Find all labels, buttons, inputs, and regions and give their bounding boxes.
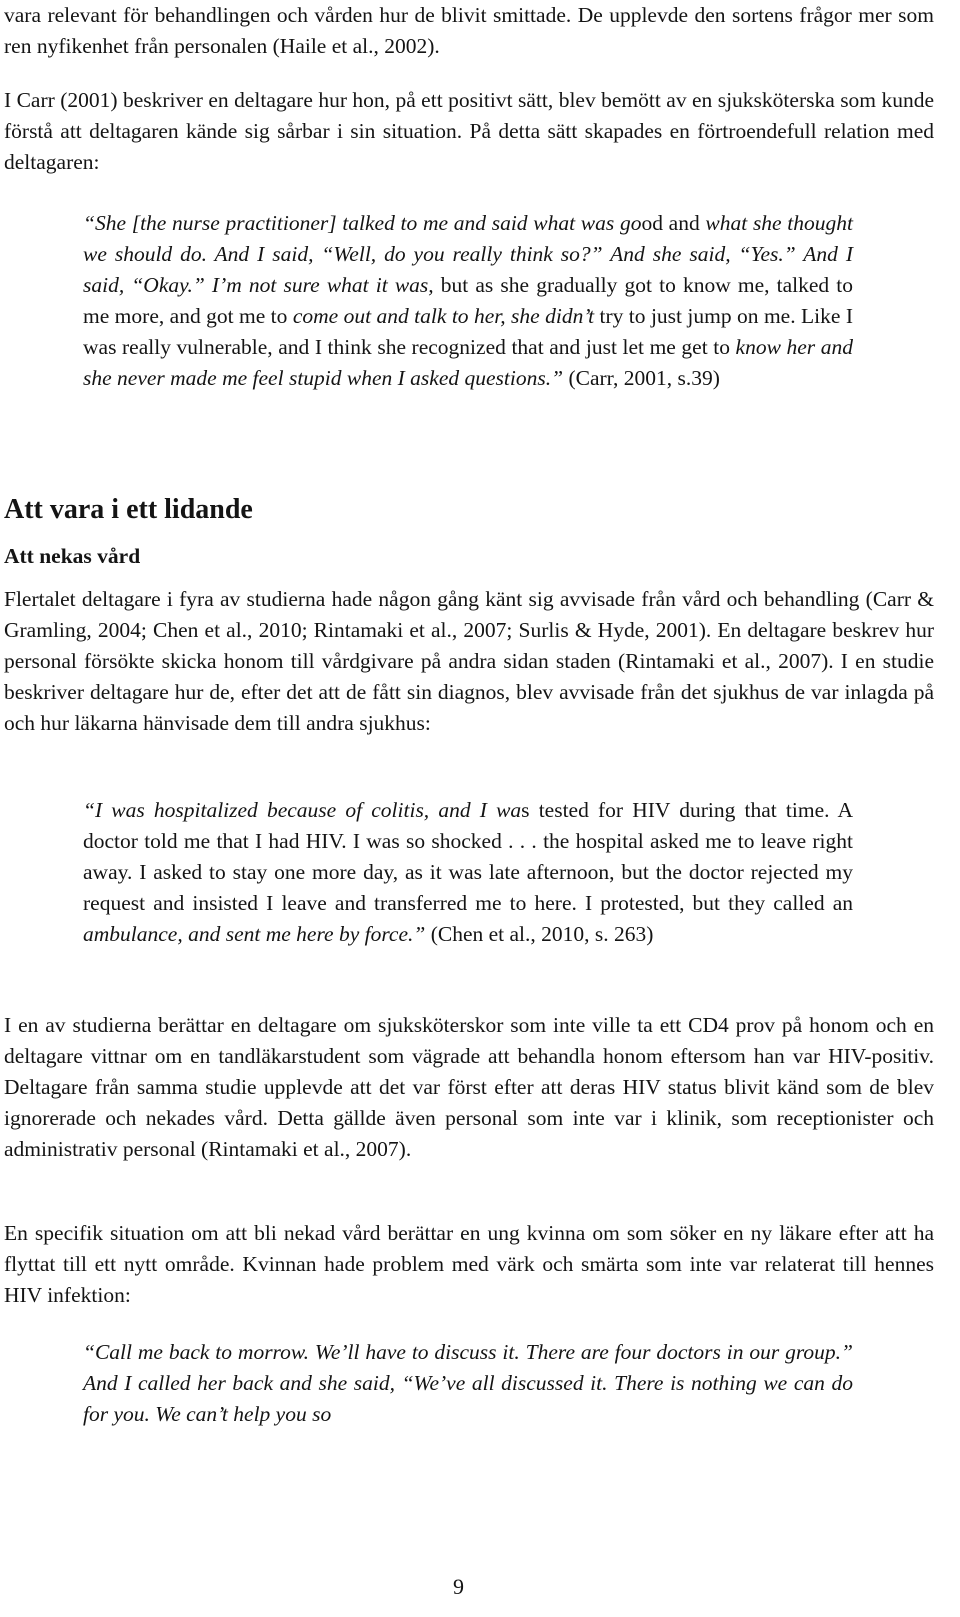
blockquote-carr [83,208,853,394]
page-number: 9 [453,1574,464,1599]
paragraph-carr: I Carr (2001) beskriver en deltagare hur hon, på ett positivt sätt, blev bemött av en sjuksköterska som kunde förstå att deltagaren kände sig sårbar i sin situation. På detta sätt skapades en förtroendefull relation med deltagaren: [4,88,934,174]
quote-regular-text: but as she gradually got to know me, talked to me more, and got me to [83,273,853,328]
quote-italic-text: “I was hospitalized because of colitis, and I wa [83,798,522,822]
quote-italic-text: ambulance, and sent me here by force.” [83,922,426,946]
quote-italic-text: what she thought we should do. And I said, “Well, do you really think so?” And she said, “Yes.” And I said, “Okay.” I’m not sure what it was, [83,211,854,297]
paragraph-top: vara relevant för behandlingen och vården hur de blivit smittade. De upplevde den sortens frågor mer som ren nyfikenhet från personalen (Haile et al., 2002). [4,3,934,58]
blockquote-chen [83,795,853,950]
quote-regular-text: try to just jump on me. Like I was really vulnerable, and I think she recognized that and just let me get to [83,304,853,359]
quote-regular-text: od and [641,211,706,235]
quote-citation: (Carr, 2001, s.39) [563,366,720,390]
paragraph-studierna: I en av studierna berättar en deltagare om sjuksköterskor som inte ville ta ett CD4 prov på honom och en deltagare vittnar om en tandläkarstudent som vägrade att behandla honom eftersom han var HIV-positiv. Deltagare från samma studie upplevde att det var först efter att deras HIV status blivit känd som de blev ignorerade och nekades vård. Detta gällde även personal som inte var i klinik, som receptionister och administrativ personal (Rintamaki et al., 2007). [4,1013,934,1161]
quote-citation: (Chen et al., 2010, s. 263) [425,922,654,946]
quote-italic-text: know her and she never made me feel stupid when I asked questions.” [83,335,853,390]
subsection-heading: Att nekas vård [4,544,141,568]
quote-italic-text: come out and talk to her, she didn’t [292,304,600,328]
section-heading: Att vara i ett lidande [4,494,253,525]
paragraph-specifik: En specifik situation om att bli nekad vård berättar en ung kvinna om som söker en ny läkare efter att ha flyttat till ett nytt område. Kvinnan hade problem med värk och smärta som inte var relaterat till hennes HIV infektion: [4,1221,934,1307]
quote-italic-text: “She [the nurse practitioner] talked to me and said what was go [83,211,642,235]
quote-italic-text: “Call me back to morrow. We’ll have to discuss it. There are four doctors in our group.” And I called her back and she said, “We’ve all discussed it. There is nothing we can do for you. We can’t help you so [83,1340,853,1426]
blockquote-last [83,1337,853,1430]
quote-regular-text: s tested for HIV during that time. A doctor told me that I had HIV. I was so shocked . . . the hospital asked me to leave right away. I asked to stay one more day, as it was late afternoon, but the doctor rejected my request and insisted I leave and transferred me to here. I protested, but they called an [83,798,853,915]
paragraph-flertalet: Flertalet deltagare i fyra av studierna hade någon gång känt sig avvisade från vård och behandling (Carr & Gramling, 2004; Chen et al., 2010; Rintamaki et al., 2007; Surlis & Hyde, 2001). En deltagare beskrev hur personal försökte skicka honom till vårdgivare på andra sidan staden (Rintamaki et al., 2007). I en studie beskriver deltagare hur de, efter det att de fått sin diagnos, blev avvisade från det sjukhus de var inlagda på och hur läkarna hänvisade dem till andra sjukhus: [4,587,934,735]
